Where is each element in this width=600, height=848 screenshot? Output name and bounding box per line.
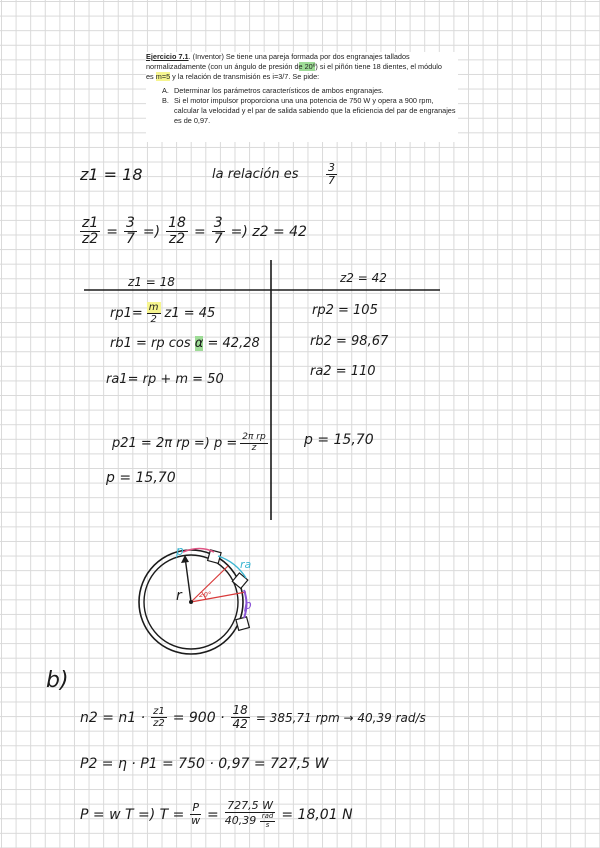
- col2-header: z2 = 42: [340, 271, 387, 285]
- torque-unit-den: s: [265, 820, 270, 829]
- torque-equation: [80, 800, 353, 829]
- diagram-ra: ra: [240, 558, 252, 571]
- n2-result: = 385,71 rpm → 40,39 rad/s: [255, 710, 426, 725]
- n2-equation: [80, 704, 426, 731]
- torque-frac-1: [190, 802, 201, 827]
- n2-den2: 42: [232, 717, 248, 732]
- eq-7: 7: [126, 231, 135, 248]
- rb2-line: rb2 = 98,67: [310, 334, 389, 349]
- gear-center: [189, 600, 193, 604]
- eq-result: =) z2 = 42: [230, 223, 307, 240]
- rp1-m: m: [148, 302, 159, 313]
- n2-prefix: n2 = n1 ·: [80, 709, 146, 726]
- rp1-prefix: rp1=: [110, 306, 143, 321]
- radius-line: [185, 557, 191, 602]
- pitch-col2: p = 15,70: [304, 432, 374, 448]
- n2-den: z2: [153, 718, 165, 730]
- item-b-text: Si el motor impulsor proporciona una una potencia de 750 W y opera a 900 rpm, calcular la velocidad y el par de salida sabiendo que la eficiencia del par de engranajes es de 0,97.: [174, 95, 456, 126]
- torque-equals: =: [207, 806, 219, 823]
- torque-num: P: [192, 801, 199, 815]
- exercise-intro-1: . (Inventor) Se tiene una pareja formada por dos engranajes tallados: [188, 52, 410, 61]
- pitch-prefix: p21 = 2π rp =) p =: [112, 435, 238, 451]
- exercise-intro-3b: y la relación de transmisión es i=3/7. Se pide:: [170, 72, 320, 82]
- pitch-den: z: [251, 442, 257, 453]
- eq-z1: z1: [82, 215, 99, 231]
- ratio-label: la relación es: [212, 167, 299, 182]
- module-highlight: m=5: [155, 72, 171, 82]
- ratio-num: 3: [328, 161, 335, 174]
- eq-7b: 7: [213, 231, 223, 248]
- item-a-text: Determinar los parámetros característicos de ambos engranajes.: [174, 85, 384, 95]
- rb1-prefix: rb1 = rp cos: [110, 336, 191, 351]
- ra1-line: ra1= rp + m = 50: [106, 372, 224, 387]
- torque-prefix: P = w T =) T =: [80, 806, 185, 823]
- n2-middle: = 900 ·: [172, 709, 225, 726]
- pitch-col1: p = 15,70: [106, 470, 176, 486]
- exercise-intro-2a: normalizadamente (con un ángulo de presión d: [146, 62, 299, 72]
- torque-result: = 18,01 N: [281, 806, 353, 823]
- torque-frac-2: [225, 800, 276, 829]
- gear-tooth-3: [236, 617, 249, 630]
- pressure-angle-highlight: e 20º: [298, 62, 316, 72]
- rb1-suffix: = 42,28: [207, 336, 260, 351]
- torque-num2: 727,5 W: [227, 799, 273, 812]
- item-b-marker: B.: [162, 95, 169, 105]
- torque-unit-frac: [260, 813, 276, 829]
- exercise-intro-3a: es: [146, 72, 156, 82]
- n2-frac-z: [151, 706, 167, 729]
- diagram-p-right: p: [244, 598, 252, 612]
- rp2-line: rp2 = 105: [312, 303, 378, 318]
- rp1-2: 2: [150, 314, 157, 325]
- item-a-marker: A.: [162, 85, 169, 95]
- torque-den2: [225, 813, 276, 829]
- torque-den: w: [191, 814, 201, 828]
- eq-equals-1: =: [106, 223, 118, 240]
- eq-3b: 3: [213, 215, 223, 231]
- n2-frac-num: [231, 704, 250, 731]
- power-equation: P2 = η · P1 = 750 · 0,97 = 727,5 W: [80, 756, 329, 772]
- exercise-intro-2b: ) si el piñón tiene 18 dientes, el módulo: [315, 62, 442, 72]
- eq-3: 3: [126, 215, 135, 231]
- col1-header: z1 = 18: [128, 275, 175, 289]
- diagram-p-top: p: [176, 544, 184, 558]
- eq-arrow-1: =): [142, 223, 161, 240]
- eq-z2: z2: [82, 231, 99, 248]
- eq-18: 18: [168, 215, 186, 231]
- rp1-suffix: z1 = 45: [164, 306, 216, 321]
- pitch-num: 2π rp: [242, 432, 266, 442]
- rb1-alpha: α: [194, 336, 204, 351]
- torque-den2-value: 40,39: [224, 814, 257, 828]
- ra2-line: ra2 = 110: [310, 364, 376, 379]
- z1-value: z1 = 18: [80, 165, 143, 184]
- ratio-den: 7: [328, 174, 335, 188]
- diagram-angle: 20°: [199, 591, 212, 599]
- diagram-r: r: [176, 588, 182, 604]
- n2-num: z1: [153, 706, 165, 718]
- n2-num2: 18: [232, 703, 248, 717]
- exercise-title: Ejercicio 7.1: [146, 52, 189, 61]
- part-b-label: b): [46, 668, 69, 693]
- eq-equals-2: =: [193, 223, 206, 240]
- eq-z2b: z2: [168, 231, 186, 248]
- torque-unit-num: rad: [261, 812, 274, 821]
